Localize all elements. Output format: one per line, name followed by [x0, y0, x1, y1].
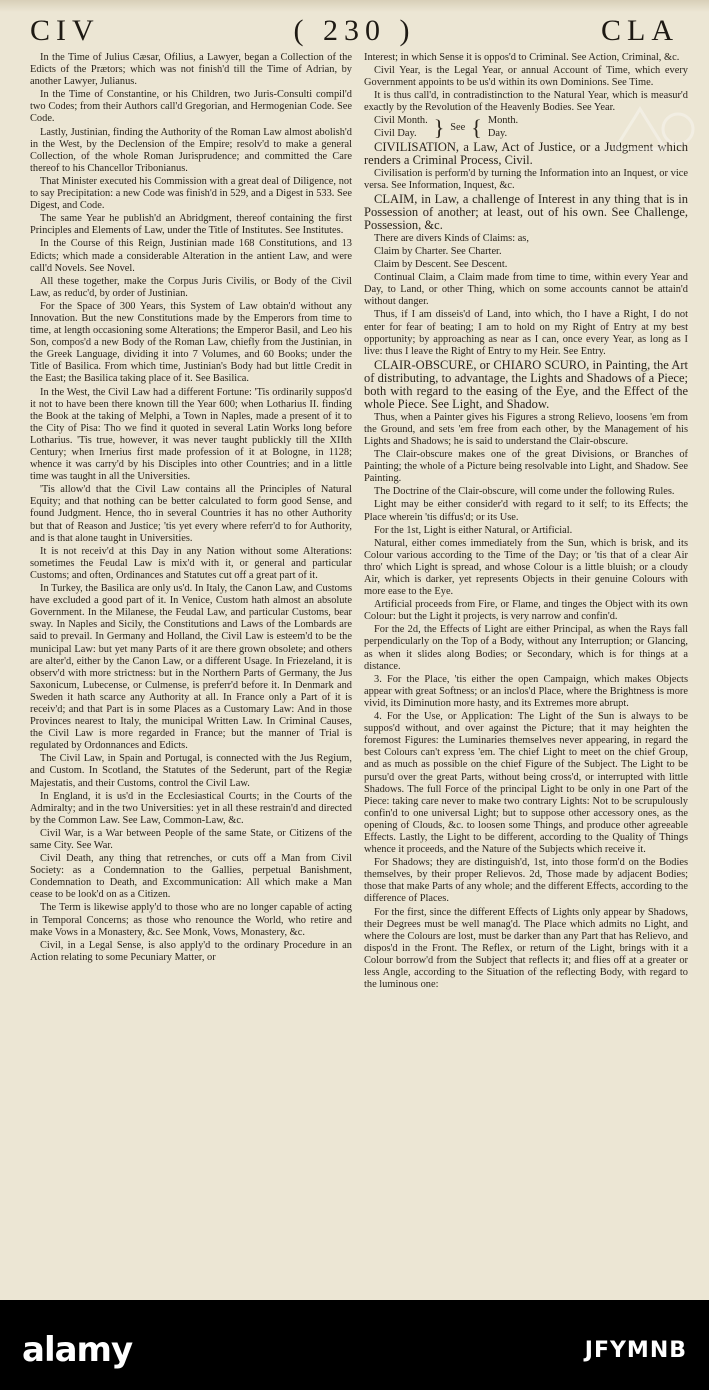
paragraph: The Term is likewise apply'd to those who are no longer capable of acting in Temporal Concerns; as those who renounce the World, who retire and make Vows in a Monastery, &c. See Monk, Vows, Monastery, &c. [30, 902, 352, 938]
paragraph: The Clair-obscure makes one of the great Divisions, or Branches of Painting; the whole of a Picture being resolvable into Light, and Shadow. See Painting. [364, 449, 688, 485]
headword-paragraph: CIVILISATION, a Law, Act of Justice, or a Judgment which renders a Criminal Process, Civil. [364, 139, 688, 167]
paragraph: 'Tis allow'd that the Civil Law contains all the Principles of Natural Equity; and that nothing can be better calculated to form good Sense, and found Judgment. Hence, tho in several Countries it has no other Authority but that of Reason and Justice; 'tis yet every where referr'd to for Authority, and is that alone taught in Universities. [30, 484, 352, 544]
paragraph: Interest; in which Sense it is oppos'd to Criminal. See Action, Criminal, &c. [364, 52, 680, 63]
paragraph: Artificial proceeds from Fire, or Flame, and tinges the Object with its own Colour: but the Light it projects, is very narrow and confin'd. [364, 599, 688, 623]
paragraph: 4. For the Use, or Application: The Light of the Sun is always to be suppos'd without, and over against the Picture; that it may heighten the foremost Figures: the Luminaries themselves never appearing, in regard the best Colours can't express 'em. The chief Light to meet on the chief Group, and as much as possible on the chief Figure of the Subject. The Light to be pursu'd over the great Parts, without being cross'd, or interrupted with little Shadows. The full Force of the principal Light to be only in one Part of the Piece: taking care never to make two contrary Lights: Not to be scrupulously confin'd to one universal Light; but to suppose other accessory ones, as the opening of Clouds, &c. to loosen some Things, and produce other agreeable Effects. Lastly, the Light to be different, according to the Quality of Things whence it proceeds, and the Nature of the Subjects which receive it. [364, 711, 688, 856]
paragraph: Light may be either consider'd with regard to it self; to its Effects; the Place wherein 'tis diffus'd; or its Use. [364, 499, 688, 523]
paragraph: For the 1st, Light is either Natural, or Artificial. [374, 524, 573, 536]
left-column [30, 52, 352, 965]
paragraph: Natural, either comes immediately from the Sun, which is brisk, and its Colour various according to the Time of the Day; or 'tis that of a clear Air thro' which Light is spread, and whose Colour is a little bluish; or a cloudy Air, which is darker, yet represents Objects in their genuine Colours with more ease to the Eye. [364, 537, 688, 598]
brace-icon: { [471, 114, 482, 140]
brace-icon: } [433, 114, 445, 140]
paragraph: All these together, make the Corpus Juris Civilis, or Body of the Civil Law, as reduc'd, by order of Justinian. [30, 275, 352, 299]
paragraph: Civilisation is perform'd by turning the Information into an Inquest, or vice versa. See Information, Inquest, &c. [364, 167, 688, 191]
civil-day-label: Civil Day. [374, 127, 417, 139]
see-label: See [450, 121, 466, 133]
paragraph: The same Year he publish'd an Abridgment, thereof containing the first Principles and Elements of Law, under the Title of Institutes. See Institutes. [30, 213, 352, 237]
paragraph: Civil, in a Legal Sense, is also apply'd to the ordinary Procedure in an Action relating to some Pecuniary Matter, or [30, 939, 352, 963]
paragraph: Civil War, is a War between People of the same State, or Citizens of the same City. See War. [30, 827, 352, 851]
paragraph: The Doctrine of the Clair-obscure, will come under the following Rules. [374, 486, 675, 498]
headword-paragraph: CLAIR-OBSCURE, or CHIARO SCURO, in Painting, the Art of distributing, to advantage, the Lights and Shadows of a Piece; both with regard to the easing of the Eye, and the Effect of the whole Piece. See Light, and Shadow. [364, 357, 688, 411]
paragraph: Thus, if I am disseis'd of Land, into which, tho I have a Right, I do not enter for fear of beating; I am to hold on my Right of Entry at my best opportunity; by approaching as near as I can, once every Year, as long as I live: thus I leave the Right of Entry to my Heir. See Entry. [364, 309, 688, 357]
paragraph: Claim by Charter. See Charter. [374, 245, 502, 257]
paragraph: For Shadows; they are distinguish'd, 1st, into those form'd on the Bodies themselves, by their proper Relievos. 2d, Those made by adjacent Bodies; those that make Parts of any whole; and the different Effects, according to the difference of Places. [364, 857, 688, 905]
page-number: ( 230 ) [293, 14, 416, 47]
headword-paragraph: CLAIM, in Law, a challenge of Interest in any thing that is in Possession of another; at least, out of his own. See Challenge, Possession, &c. [364, 191, 688, 232]
watermark-icon [610, 104, 700, 154]
paragraph: Continual Claim, a Claim made from time to time, within every Year and Day, to Land, or other Thing, which on some accounts cannot be attain'd without danger. [364, 272, 688, 308]
image-id-label: JFYMNB [584, 1338, 687, 1363]
paragraph: Civil Year, is the Legal Year, or annual Account of Time, which every Government appoints to be us'd within its own Dominions. See Time. [364, 65, 688, 89]
paragraph: In the Time of Julius Cæsar, Ofilius, a Lawyer, began a Collection of the Edicts of the Prætors; which was not finish'd till the Time of Adrian, by another Lawyer, Julianus. [30, 52, 352, 88]
paragraph: In the West, the Civil Law had a different Fortune: 'Tis ordinarily suppos'd it not to have been there known till the Year 600; when Lotharius II. finding the Book at the taking of Melphi, a Town in Naples, made a present of it to the City of Pisa: Tho we find it quoted in several Latin Works long before Lotharius. 'Tis true, however, it was never taught publickly till the XIIth Century; when Irnerius first made profession of it at Bologne, in 1128; whence it was carry'd by his Disciples into other Countries; and in a little time was taught in all the Universities. [30, 386, 352, 483]
paragraph: In the Course of this Reign, Justinian made 168 Constitutions, and 13 Edicts; which made a considerable Alteration in the antient Law, and were call'd Novels. See Novel. [30, 238, 352, 274]
month-target: Month. [487, 115, 519, 127]
paragraph: For the Space of 300 Years, this System of Law obtain'd without any Innovation. But the new Constitutions made by the Emperors from time to time, at length occasioning some Alterations; the Emperor Basil, and Leo his Son, compos'd a new Body of the Roman Law, chiefly from the Justinian, in the Greek Language, dividing it into 7 Volumes, and 60 Books; under the Title of Basilica. From which time, Justinian's Body had but little Credit in the East; the Basilica taking place of it. See Basilica. [30, 300, 352, 385]
stock-photo-footer [0, 1300, 709, 1390]
paragraph: In England, it is us'd in the Ecclesiastical Courts; in the Courts of the Admiralty; and in the two Universities: yet in all these restrain'd and directed by the Common Law. See Law, Common-Law, &c. [30, 790, 352, 826]
paragraph: For the first, since the different Effects of Lights only appear by Shadows, their Degrees must be well manag'd. The Place which admits no Light, and where the Colours are lost, must be darker than any Part that has Relievo, and dispos'd in the Front. The Reflex, or return of the Light, brings with it a Colour borrow'd from the Subject that reflects it; and flies off at a greater or less Angle, according to the Situation of the reflecting Body, with regard to the luminous one: [364, 906, 688, 991]
paragraph: In the Time of Constantine, or his Children, two Juris-Consulti compil'd two Codes; from their Authors call'd Gregorian, and Hermogenian Code. See Code. [30, 89, 352, 125]
paragraph: In Turkey, the Basilica are only us'd. In Italy, the Canon Law, and Customs have excluded a good part of it. In Venice, Custom hath almost an absolute Government. In the Milanese, the Feudal Law, and particular Customs, bear sway. In Naples and Sicily, the Constitutions and Laws of the Lombards are said to prevail. In Germany and Holland, the Civil Law is esteem'd to be the municipal Law: but yet many Parts of it are there grown obsolete; and others are alter'd, either by the Canon Law, or a different Usage. In Friezeland, it is observ'd with more strictness: but in the Northern Parts of Germany, the Jus Saxonicum, Lubecense, or Culmense, is preferr'd before it. In Denmark and Sweden it hath scarce any Authority at all. In France only a Part of it is receiv'd; and that Part is in some Places as a Customary Law: And in those Provinces nearest to Italy, the municipal Written Law. In Criminal Causes, the Civil Law is more regarded in France; but the manner of Trial is regulated by Ordonnances and Edicts. [30, 583, 352, 752]
paragraph: The Civil Law, in Spain and Portugal, is connected with the Jus Regium, and Custom. In Scotland, the Statutes of the Sederunt, part of the Regiæ Majestatis, and their Customs, control the Civil Law. [30, 753, 352, 789]
header-left-word: CIV [30, 14, 100, 47]
paragraph: 3. For the Place, 'tis either the open Campaign, which makes Objects appear with great Softness; or an inclos'd Place, where the Brightness is more vivid, its Diminution more hasty, and its Extremes more abrupt. [364, 673, 688, 709]
paragraph: Civil Death, any thing that retrenches, or cuts off a Man from Civil Society: as a Condemnation to the Gallies, perpetual Banishment, Condemnation to Death, and Excommunication: All which make a Man cease to be look'd on as a Citizen. [30, 853, 352, 901]
paragraph: There are divers Kinds of Claims: as, [374, 232, 529, 244]
paragraph: For the 2d, the Effects of Light are either Principal, as when the Rays fall perpendicularly on the Top of a Body, without any Interruption; or Glancing, as when it slides along Bodies; or Secondary, which is for things at a distance. [364, 624, 688, 672]
header-right-word: CLA [601, 14, 679, 47]
paragraph: Thus, when a Painter gives his Figures a strong Relievo, loosens 'em from the Ground, and sets 'em free from each other, by the Management of his Lights and Shadows; he is said to understand the Clair-obscure. [364, 411, 688, 447]
paragraph: Claim by Descent. See Descent. [374, 259, 508, 271]
day-target: Day. [487, 127, 508, 139]
page-header [30, 14, 679, 54]
paragraph: Lastly, Justinian, finding the Authority of the Roman Law almost abolish'd in the West, by the Declension of the Empire; resolv'd to make a general Collection, of the whole Roman Jurisprudence; and committed the Care thereof to his Chancellor Tribonianus. [30, 126, 352, 174]
paragraph: It is thus call'd, in contradistinction to the Natural Year, which is measur'd exactly by the Revolution of the Heavenly Bodies. See Year. [364, 90, 688, 114]
civil-month-label: Civil Month. [374, 115, 428, 127]
page-edge [0, 0, 709, 12]
paragraph: That Minister executed his Commission with a great deal of Diligence, not to say Precipitation: a new Code was finish'd in 529, and a Digest in 533. See Digest, and Code. [30, 175, 352, 212]
alamy-logo: alamy [22, 1330, 133, 1370]
right-column [364, 52, 688, 992]
paragraph: It is not receiv'd at this Day in any Nation without some Alterations: sometimes the Feudal Law is mix'd with it, or general and particular Customs; and often, Ordinances and Statutes cut off a great part of it. [30, 545, 352, 581]
